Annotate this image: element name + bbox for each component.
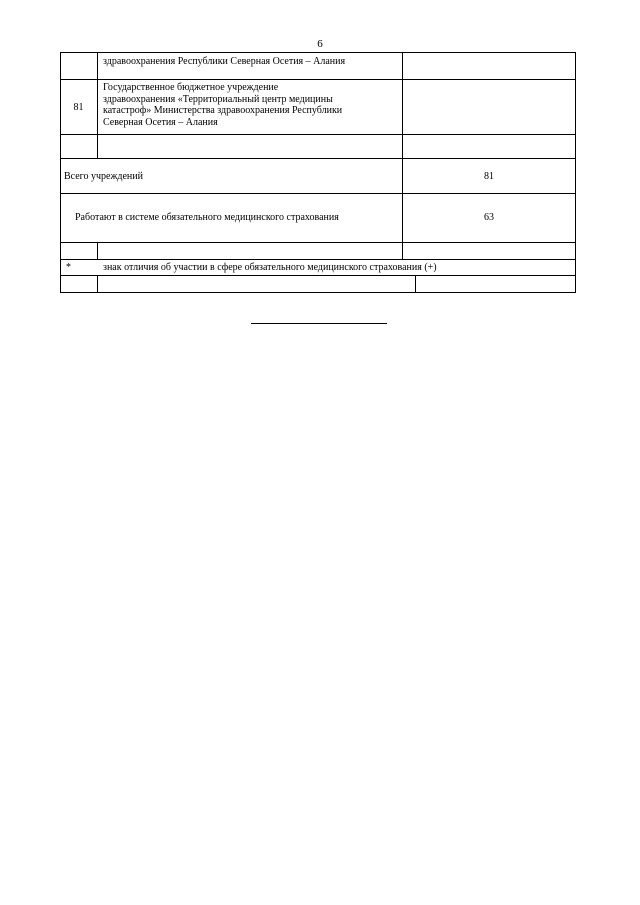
closing-rule xyxy=(251,323,387,324)
table-rule xyxy=(60,242,576,243)
table-rule xyxy=(60,52,61,293)
total-value: 81 xyxy=(484,171,494,182)
institution-name-line: катастроф» Министерства здравоохранения Республики xyxy=(103,105,343,116)
table-rule xyxy=(575,52,576,293)
oms-label: Работают в системе обязательного медицинского страхования xyxy=(75,212,339,223)
table-rule xyxy=(402,52,403,260)
table-rule xyxy=(415,275,416,293)
table-rule xyxy=(97,242,98,260)
table-rule xyxy=(60,134,576,135)
institution-name-line: здравоохранения «Территориальный центр медицины xyxy=(103,93,333,105)
table-rule xyxy=(60,79,576,80)
institution-name-line: Государственное бюджетное учреждение xyxy=(103,82,279,93)
table-rule xyxy=(60,193,576,194)
oms-value: 63 xyxy=(484,212,494,223)
table-rule xyxy=(97,275,98,293)
page-number: 6 xyxy=(317,38,323,50)
table-rule xyxy=(60,259,576,260)
institution-name-continuation: здравоохранения Республики Северная Осетия – Алания xyxy=(103,56,346,67)
footnote-text: знак отличия об участии в сфере обязательного медицинского страхования (+) xyxy=(103,262,437,273)
footnote-mark: * xyxy=(66,262,71,273)
table-rule xyxy=(60,158,576,159)
table-rule xyxy=(60,52,576,53)
table-rule xyxy=(60,292,576,293)
table-rule xyxy=(97,52,98,159)
table-rule xyxy=(60,275,576,276)
total-label: Всего учреждений xyxy=(64,171,143,182)
row-number: 81 xyxy=(73,102,84,113)
institution-name-line: Северная Осетия – Алания xyxy=(103,116,218,128)
institutions-table xyxy=(60,52,576,293)
